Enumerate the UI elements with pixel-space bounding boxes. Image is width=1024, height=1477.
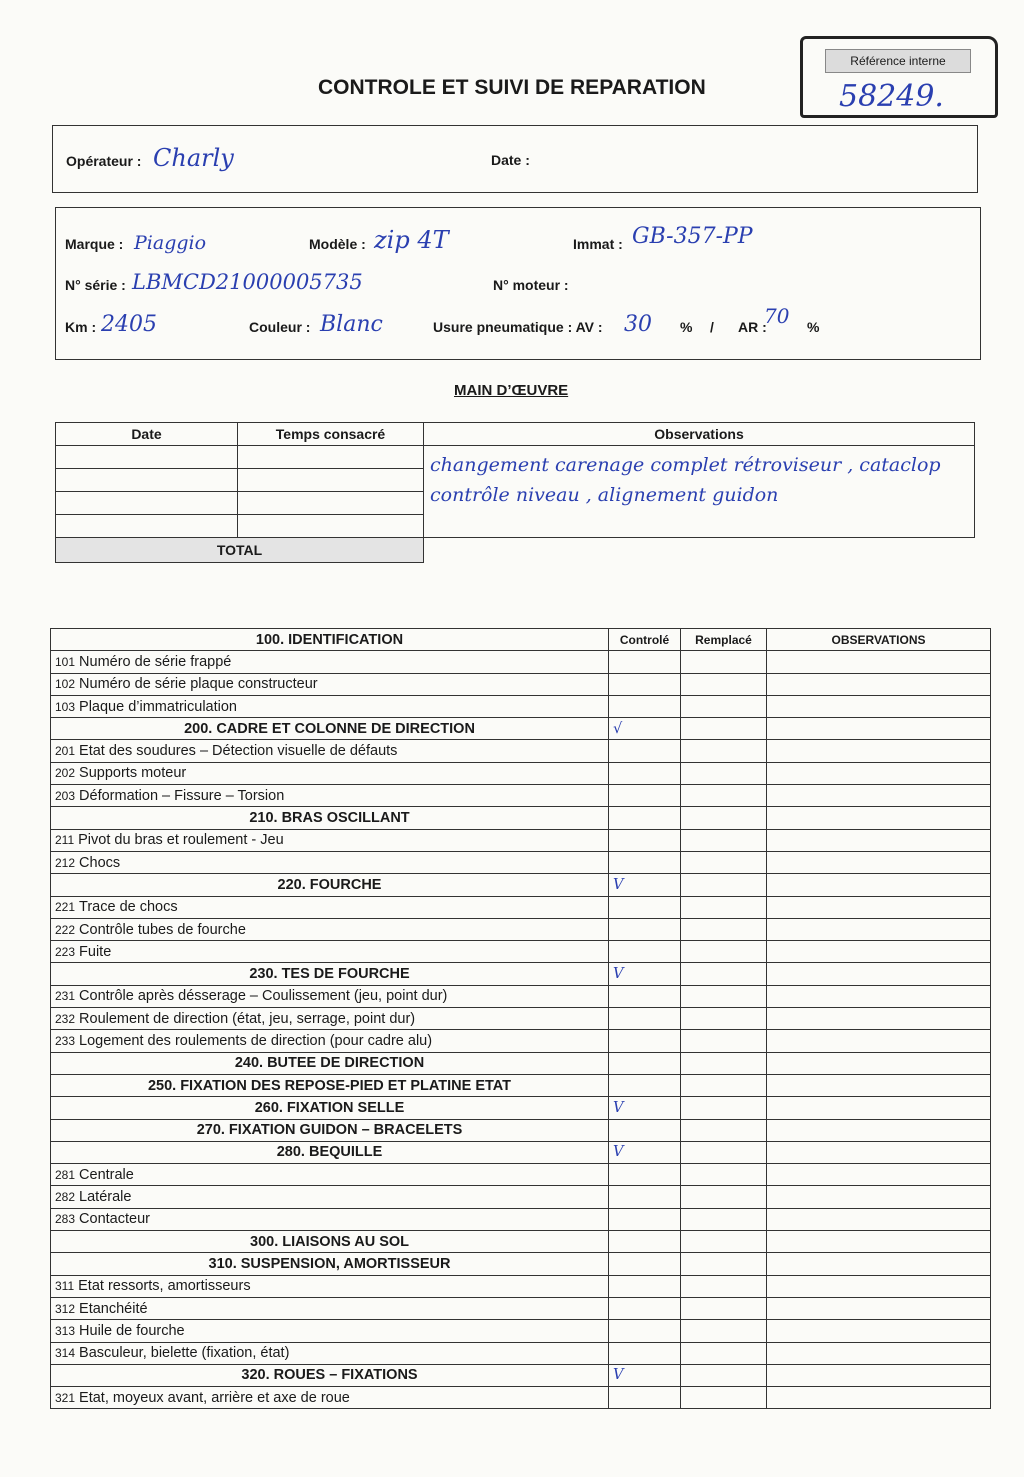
brand-label: Marque : [65,236,124,252]
item-code: 312 [55,1301,76,1316]
observations-cell[interactable] [767,1387,991,1409]
item-label-cell [51,941,609,963]
item-code: 203 [55,788,76,803]
remplace-cell[interactable] [681,1008,767,1030]
item-code: 202 [55,766,76,781]
section-title: 250. FIXATION DES REPOSE-PIED ET PLATINE ETAT [51,1074,609,1096]
controle-cell[interactable] [609,1074,681,1096]
remplace-cell[interactable] [681,1253,767,1275]
item-label-cell [51,762,609,784]
table-row [51,896,991,918]
remplace-cell[interactable] [681,651,767,673]
item-code: 231 [55,989,76,1004]
item-label: Supports moteur [79,765,187,782]
observations-cell[interactable] [767,651,991,673]
checklist-table [50,628,991,1409]
brand-value: Piaggio [134,232,207,254]
controle-cell[interactable]: V [609,1141,681,1163]
remplace-cell[interactable] [681,762,767,784]
controle-cell[interactable] [609,807,681,829]
section-row [51,1231,991,1253]
section-title: 220. FOURCHE [51,874,609,896]
section-title: 200. CADRE ET COLONNE DE DIRECTION [51,718,609,740]
table-row [51,1342,991,1364]
observations-cell[interactable] [767,1008,991,1030]
item-code: 233 [55,1033,76,1048]
labor-date-cell[interactable] [56,492,238,515]
remplace-cell[interactable] [681,1297,767,1319]
item-code: 223 [55,944,76,959]
controle-cell[interactable] [609,651,681,673]
labor-obs-line-1: changement carenage complet rétroviseur , cataclop [430,454,941,476]
item-label: Etanchéité [79,1300,148,1317]
item-code: 314 [55,1346,76,1361]
remplace-cell[interactable] [681,851,767,873]
km-value: 2405 [101,312,157,337]
remplace-cell[interactable] [681,985,767,1007]
item-label: Chocs [79,854,121,871]
tyre-label: Usure pneumatique : AV : [433,319,603,335]
section-row [51,718,991,740]
observations-cell[interactable] [767,1186,991,1208]
controle-cell[interactable] [609,1297,681,1319]
section-title: 240. BUTEE DE DIRECTION [51,1052,609,1074]
item-label-cell [51,918,609,940]
observations-cell[interactable] [767,1119,991,1141]
labor-empty [424,538,975,563]
observations-cell[interactable] [767,941,991,963]
controle-cell[interactable] [609,762,681,784]
controle-cell[interactable]: √ [609,718,681,740]
remplace-cell[interactable] [681,740,767,762]
item-label-cell [51,740,609,762]
table-row [51,1186,991,1208]
observations-cell[interactable] [767,896,991,918]
item-code: 201 [55,744,76,759]
observations-cell[interactable] [767,1164,991,1186]
observations-cell[interactable] [767,918,991,940]
observations-cell[interactable] [767,1141,991,1163]
section-row [51,1097,991,1119]
item-label-cell [51,829,609,851]
table-row [51,762,991,784]
remplace-cell[interactable] [681,829,767,851]
table-row [51,1208,991,1230]
labor-title: MAIN D’ŒUVRE [454,382,569,399]
labor-date-cell[interactable] [56,515,238,538]
observations-cell[interactable] [767,874,991,896]
ar-label: AR : [738,319,767,335]
controle-cell[interactable] [609,985,681,1007]
section-row [51,807,991,829]
labor-time-cell[interactable] [238,515,424,538]
table-row [51,1320,991,1342]
controle-cell[interactable] [609,1186,681,1208]
controle-cell[interactable] [609,1208,681,1230]
section-row [51,1253,991,1275]
labor-col-date: Date [56,423,238,446]
observations-cell[interactable] [767,695,991,717]
controle-cell[interactable] [609,1231,681,1253]
controle-cell[interactable] [609,1253,681,1275]
labor-col-time: Temps consacré [238,423,424,446]
remplace-cell[interactable] [681,1030,767,1052]
item-label: Basculeur, bielette (fixation, état) [79,1345,290,1362]
observations-cell[interactable] [767,1231,991,1253]
table-row [51,651,991,673]
item-label: Numéro de série frappé [79,653,232,670]
observations-cell[interactable] [767,673,991,695]
section-title: 270. FIXATION GUIDON – BRACELETS [51,1119,609,1141]
item-label-cell [51,851,609,873]
section-row [51,1364,991,1386]
remplace-cell[interactable] [681,941,767,963]
observations-cell[interactable] [767,762,991,784]
controle-cell[interactable]: V [609,1364,681,1386]
item-code: 321 [55,1390,76,1405]
labor-table [55,422,975,563]
item-code: 101 [55,654,76,669]
slash: / [710,319,714,335]
item-label: Etat des soudures – Détection visuelle de défauts [79,743,398,760]
remplace-cell[interactable] [681,1275,767,1297]
total-label: TOTAL [56,538,424,563]
remplace-cell[interactable] [681,896,767,918]
col-observations: OBSERVATIONS [767,629,991,651]
engine-label: N° moteur : [493,277,569,293]
plate-value: GB-357-PP [632,224,753,249]
item-label: Déformation – Fissure – Torsion [79,787,285,804]
item-label: Pivot du bras et roulement - Jeu [78,832,284,849]
item-label-cell [51,1275,609,1297]
table-row [51,1387,991,1409]
item-label: Contacteur [79,1211,150,1228]
item-label-cell [51,1186,609,1208]
item-label: Numéro de série plaque constructeur [79,676,318,693]
table-row [51,918,991,940]
remplace-cell[interactable] [681,1208,767,1230]
table-row [51,673,991,695]
item-label-cell [51,1320,609,1342]
item-label-cell [51,1387,609,1409]
section-row [51,874,991,896]
item-label-cell [51,985,609,1007]
section-row [51,963,991,985]
controle-cell[interactable] [609,673,681,695]
controle-cell[interactable] [609,740,681,762]
observations-cell[interactable] [767,1320,991,1342]
table-row [51,941,991,963]
page-title: CONTROLE ET SUIVI DE REPARATION [318,76,706,99]
controle-cell[interactable] [609,1052,681,1074]
observations-cell[interactable] [767,1052,991,1074]
controle-cell[interactable] [609,1164,681,1186]
item-code: 311 [55,1279,75,1294]
controle-cell[interactable] [609,1275,681,1297]
controle-cell[interactable] [609,1119,681,1141]
section-title: 300. LIAISONS AU SOL [51,1231,609,1253]
section-title: 260. FIXATION SELLE [51,1097,609,1119]
table-row [51,1164,991,1186]
item-label: Plaque d’immatriculation [79,698,237,715]
labor-time-cell[interactable] [238,469,424,492]
observations-cell[interactable] [767,740,991,762]
observations-cell[interactable] [767,1253,991,1275]
controle-cell[interactable] [609,896,681,918]
item-label-cell [51,1342,609,1364]
item-code: 212 [55,855,76,870]
item-code: 211 [55,833,75,848]
item-label: Latérale [79,1189,132,1206]
table-row [51,851,991,873]
item-label-cell [51,651,609,673]
controle-cell[interactable] [609,918,681,940]
remplace-cell[interactable] [681,963,767,985]
model-label: Modèle : [309,236,366,252]
item-label: Trace de chocs [79,899,178,916]
table-row [51,1030,991,1052]
reference-label: Référence interne [825,49,971,73]
item-label: Centrale [79,1166,134,1183]
remplace-cell[interactable] [681,1074,767,1096]
section-title: 310. SUSPENSION, AMORTISSEUR [51,1253,609,1275]
observations-cell[interactable] [767,1097,991,1119]
observations-cell[interactable] [767,1275,991,1297]
labor-date-cell[interactable] [56,469,238,492]
observations-cell[interactable] [767,851,991,873]
serial-value: LBMCD21000005735 [132,270,363,294]
controle-cell[interactable] [609,695,681,717]
tyre-front-value: 30 [624,312,652,337]
item-label: Roulement de direction (état, jeu, serrage, point dur) [79,1010,416,1027]
checklist-first-section: 100. IDENTIFICATION [51,629,609,651]
col-remplace: Remplacé [681,629,767,651]
observations-cell[interactable] [767,1208,991,1230]
date-label: Date : [491,152,530,168]
item-code: 283 [55,1212,76,1227]
item-label: Fuite [79,943,112,960]
section-row [51,1074,991,1096]
item-code: 232 [55,1011,76,1026]
serial-label: N° série : [65,277,126,293]
observations-cell[interactable] [767,1074,991,1096]
controle-cell[interactable] [609,941,681,963]
item-label-cell [51,695,609,717]
section-title: 210. BRAS OSCILLANT [51,807,609,829]
observations-cell[interactable] [767,1030,991,1052]
item-label-cell [51,1297,609,1319]
item-code: 102 [55,677,76,692]
controle-cell[interactable]: V [609,1097,681,1119]
controle-cell[interactable] [609,1320,681,1342]
controle-cell[interactable] [609,851,681,873]
reference-value: 58249. [839,79,944,114]
remplace-cell[interactable] [681,718,767,740]
controle-cell[interactable] [609,1342,681,1364]
labor-date-cell[interactable] [56,446,238,469]
controle-cell[interactable] [609,829,681,851]
observations-cell[interactable] [767,718,991,740]
controle-cell[interactable] [609,1387,681,1409]
item-label: Contrôle après désserage – Coulissement (jeu, point dur) [79,988,448,1005]
controle-cell[interactable]: V [609,874,681,896]
percent-rear: % [807,319,820,335]
observations-cell[interactable] [767,1297,991,1319]
item-code: 222 [55,922,76,937]
item-label-cell [51,785,609,807]
table-row [51,985,991,1007]
controle-cell[interactable] [609,1008,681,1030]
item-code: 313 [55,1323,76,1338]
km-label: Km : [65,319,97,335]
observations-cell[interactable] [767,785,991,807]
observations-cell[interactable] [767,963,991,985]
remplace-cell[interactable] [681,1320,767,1342]
remplace-cell[interactable] [681,1097,767,1119]
controle-cell[interactable]: V [609,963,681,985]
labor-time-cell[interactable] [238,446,424,469]
item-label: Logement des roulements de direction (pour cadre alu) [79,1032,433,1049]
remplace-cell[interactable] [681,874,767,896]
plate-label: Immat : [573,236,623,252]
remplace-cell[interactable] [681,1141,767,1163]
item-label-cell [51,673,609,695]
remplace-cell[interactable] [681,1186,767,1208]
remplace-cell[interactable] [681,1364,767,1386]
item-label-cell [51,1008,609,1030]
table-row [51,1008,991,1030]
item-label-cell [51,1030,609,1052]
item-label: Contrôle tubes de fourche [79,921,246,938]
color-value: Blanc [320,312,383,337]
observations-cell[interactable] [767,829,991,851]
reference-box [800,36,998,118]
section-title: 230. TES DE FOURCHE [51,963,609,985]
remplace-cell[interactable] [681,1119,767,1141]
item-code: 221 [55,900,76,915]
item-label: Etat, moyeux avant, arrière et axe de roue [79,1389,350,1406]
table-row [51,1297,991,1319]
table-row [51,829,991,851]
operator-label: Opérateur : [66,153,142,169]
observations-cell[interactable] [767,985,991,1007]
remplace-cell[interactable] [681,1052,767,1074]
table-row [51,785,991,807]
section-row [51,1119,991,1141]
item-label: Etat ressorts, amortisseurs [78,1278,251,1295]
section-title: 280. BEQUILLE [51,1141,609,1163]
item-code: 282 [55,1190,76,1205]
model-value: zip 4T [374,226,449,254]
table-row [51,740,991,762]
section-row [51,1141,991,1163]
section-row [51,1052,991,1074]
labor-col-observations: Observations [424,423,975,446]
remplace-cell[interactable] [681,807,767,829]
item-label: Huile de fourche [79,1322,185,1339]
remplace-cell[interactable] [681,785,767,807]
observations-cell[interactable] [767,1364,991,1386]
table-row [51,1275,991,1297]
labor-obs-line-2: contrôle niveau , alignement guidon [430,484,779,506]
observations-cell[interactable] [767,807,991,829]
operator-value: Charly [153,144,234,172]
col-controle: Controlé [609,629,681,651]
item-label-cell [51,1164,609,1186]
remplace-cell[interactable] [681,1164,767,1186]
section-title: 320. ROUES – FIXATIONS [51,1364,609,1386]
operator-box [52,125,978,193]
controle-cell[interactable] [609,1030,681,1052]
color-label: Couleur : [249,319,311,335]
remplace-cell[interactable] [681,1342,767,1364]
remplace-cell[interactable] [681,1387,767,1409]
percent-front: % [680,319,693,335]
remplace-cell[interactable] [681,1231,767,1253]
labor-time-cell[interactable] [238,492,424,515]
remplace-cell[interactable] [681,673,767,695]
remplace-cell[interactable] [681,695,767,717]
labor-observations-cell[interactable] [424,446,975,538]
vehicle-box [55,207,981,360]
table-row [51,695,991,717]
item-code: 281 [55,1167,76,1182]
item-label-cell [51,896,609,918]
tyre-rear-value: 70 [764,304,790,328]
item-label-cell [51,1208,609,1230]
controle-cell[interactable] [609,785,681,807]
remplace-cell[interactable] [681,918,767,940]
item-code: 103 [55,699,76,714]
observations-cell[interactable] [767,1342,991,1364]
